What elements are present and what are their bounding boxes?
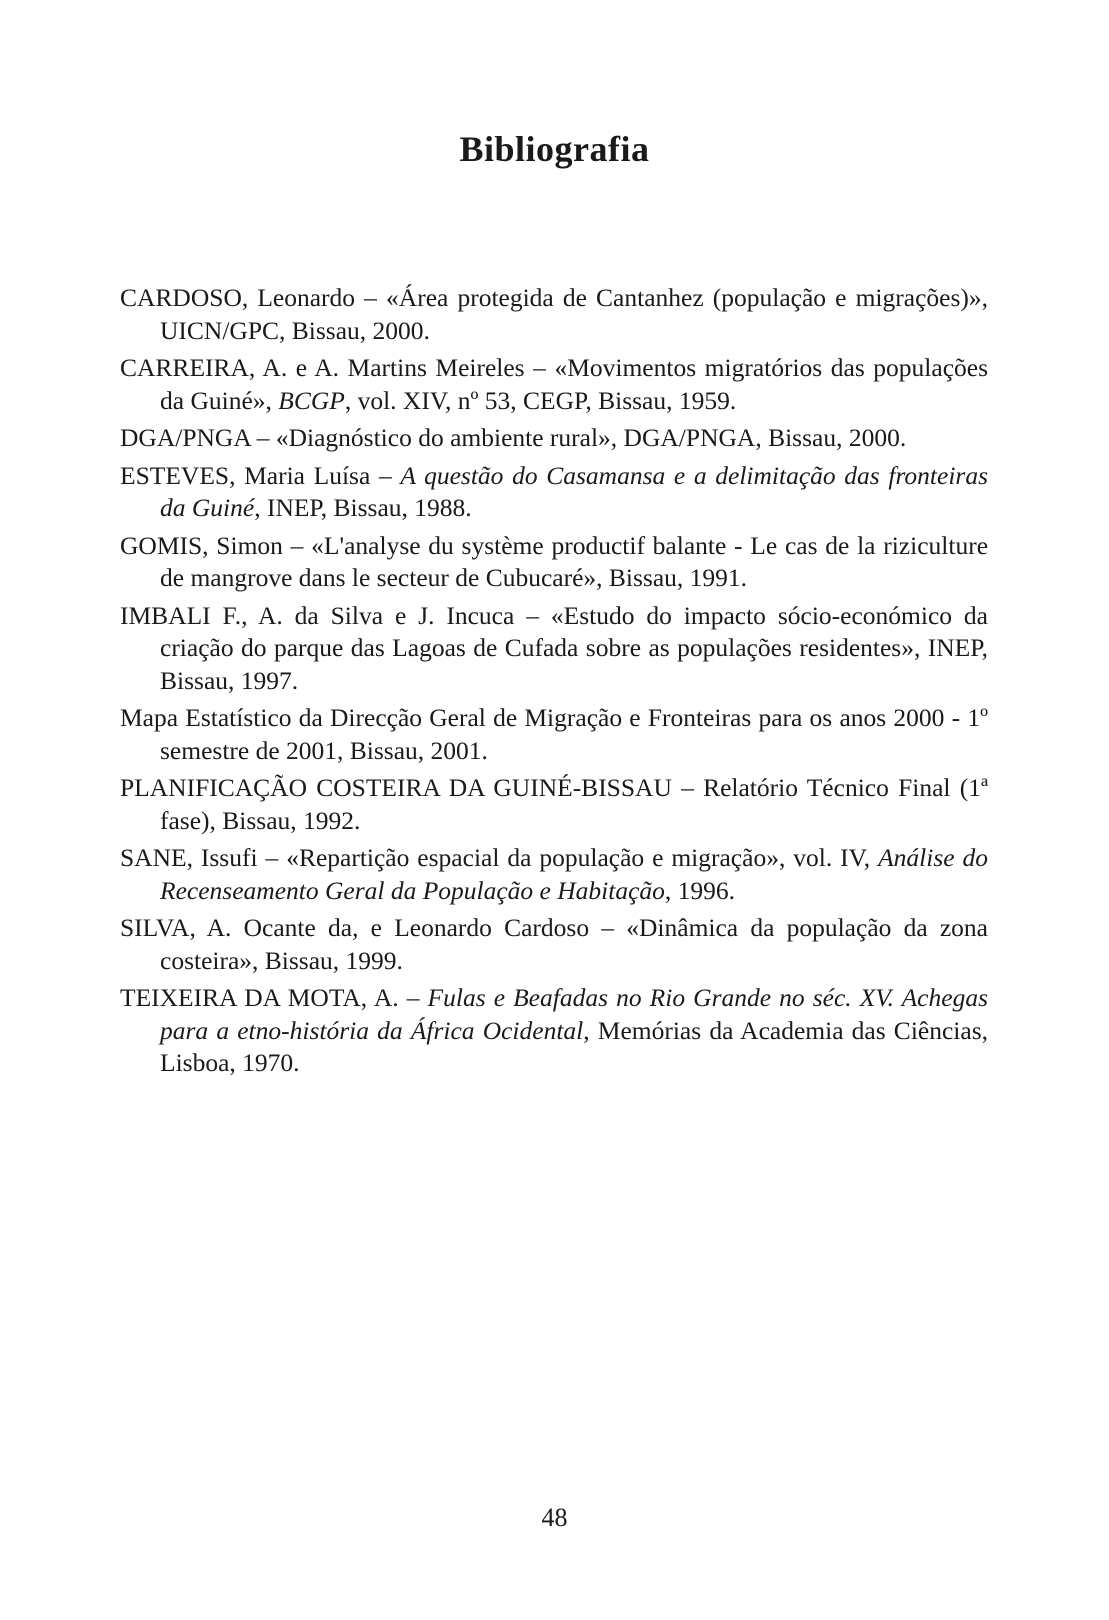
bib-text: «L'analyse du système productif balante - Le cas de la riziculture de mangrove dans le secteur de Cubucaré», Bissau, 1991. bbox=[160, 530, 989, 592]
bib-entry bbox=[120, 702, 988, 767]
bib-entry bbox=[120, 460, 988, 525]
bib-text: «Movimentos migratórios das populações da Guiné», bbox=[160, 353, 988, 415]
bib-text: «Estudo do impacto sócio-económico da criação do parque das Lagoas de Cufada sobre as populações residentes», INEP, Bissau, 1997. bbox=[160, 600, 988, 695]
bib-entry bbox=[120, 982, 988, 1080]
bib-text: Mapa Estatístico da Direcção Geral de Migração e Fronteiras para os anos 2000 - 1º semestre de 2001, Bissau, 2001. bbox=[120, 703, 988, 765]
bib-entry bbox=[120, 530, 988, 595]
bib-entry bbox=[120, 352, 988, 417]
page-number: 48 bbox=[541, 1503, 568, 1532]
bib-author: SILVA, A. Ocante da, e Leonardo Cardoso bbox=[120, 913, 590, 942]
bib-author: GOMIS, Simon bbox=[120, 530, 283, 560]
bib-title-italic: A questão do Casamansa e a delimitação das fronteiras da Guiné bbox=[160, 460, 989, 522]
bib-text: , INEP, Bissau, 1988. bbox=[254, 493, 472, 522]
bib-title-italic: Análise do Recenseamento Geral da População e Habitação bbox=[160, 843, 988, 905]
bib-separator: – bbox=[671, 773, 704, 802]
bib-text: Relatório Técnico Final (1ª fase), Bissau, 1992. bbox=[160, 773, 988, 835]
bib-separator: – bbox=[398, 983, 428, 1012]
bib-separator: – bbox=[524, 353, 555, 382]
bib-author: DGA/PNGA bbox=[120, 423, 251, 452]
bib-text: «Dinâmica da população da zona costeira», Bissau, 1999. bbox=[160, 913, 988, 975]
bib-title-italic: BCGP bbox=[278, 385, 345, 415]
bib-separator: – bbox=[514, 600, 551, 630]
bib-separator: – bbox=[589, 913, 627, 942]
bib-entry bbox=[120, 600, 988, 698]
bib-author: TEIXEIRA DA MOTA, A. bbox=[120, 983, 399, 1012]
bib-text: «Área protegida de Cantanhez (população e migrações)», UICN/GPC, Bissau, 2000. bbox=[160, 283, 989, 345]
bib-separator: – bbox=[257, 843, 287, 872]
bib-text: , Memórias da Academia das Ciências, Lisboa, 1970. bbox=[160, 1015, 988, 1077]
bib-separator: – bbox=[370, 460, 401, 490]
bib-separator: – bbox=[355, 283, 387, 312]
bibliography-list bbox=[120, 282, 988, 1085]
bib-author: PLANIFICAÇÃO COSTEIRA DA GUINÉ-BISSAU bbox=[120, 773, 672, 802]
bib-separator: – bbox=[250, 423, 276, 452]
bib-text: , 1996. bbox=[664, 875, 736, 905]
bib-author: ESTEVES, Maria Luísa bbox=[120, 460, 371, 490]
bib-entry bbox=[120, 282, 988, 347]
bib-entry bbox=[120, 842, 988, 907]
bib-entry bbox=[120, 422, 988, 455]
bib-entry bbox=[120, 772, 988, 837]
bib-entry bbox=[120, 912, 988, 977]
page-title: Bibliografia bbox=[459, 129, 650, 169]
bib-text: «Repartição espacial da população e migração», vol. IV, bbox=[286, 843, 879, 872]
bib-author: IMBALI F., A. da Silva e J. Incuca bbox=[120, 600, 515, 630]
bib-separator: – bbox=[282, 530, 312, 560]
bib-title-italic: Fulas e Beafadas no Rio Grande no séc. XV. Achegas para a etno-história da África Ocidental bbox=[160, 983, 988, 1045]
bib-text: «Diagnóstico do ambiente rural», DGA/PNGA, Bissau, 2000. bbox=[275, 423, 907, 452]
bib-author: CARREIRA, A. e A. Martins Meireles bbox=[120, 353, 525, 382]
bib-text: , vol. XIV, nº 53, CEGP, Bissau, 1959. bbox=[344, 385, 737, 415]
bib-author: SANE, Issufi bbox=[120, 843, 258, 872]
bib-author: CARDOSO, Leonardo bbox=[120, 283, 356, 312]
